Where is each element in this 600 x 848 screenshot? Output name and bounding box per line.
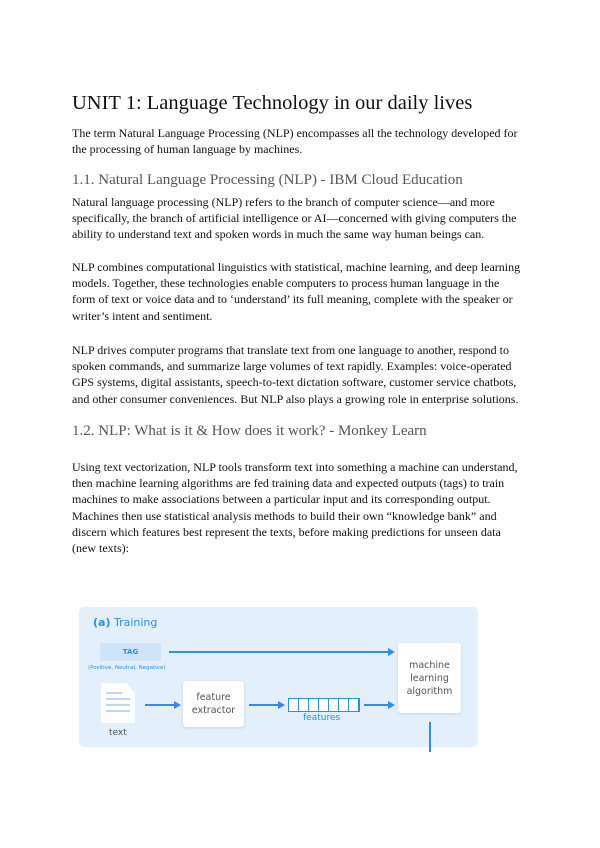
arrow: [169, 651, 393, 653]
line: specifically, the branch of artificial intelligence or AI—concerned with giving computers the: [72, 211, 517, 226]
diagram-label: [93, 616, 157, 629]
features-label: features: [303, 713, 341, 723]
section1-paragraph-1: [72, 194, 516, 243]
arrow: [249, 704, 283, 706]
features-vector: [288, 698, 360, 712]
training-diagram: [79, 607, 478, 747]
section2-paragraph-1: [72, 459, 517, 556]
text-label: text: [109, 728, 127, 738]
line: machines to make associations between a particular input and its corresponding output.: [72, 492, 491, 507]
line: discern which features best represent the texts, before making predictions for unseen data: [72, 524, 501, 539]
line: the processing of human language by machines.: [72, 142, 303, 157]
line: writer’s intent and sentiment.: [72, 308, 213, 323]
ml-algorithm-box: machine learning algorithm: [398, 643, 461, 713]
tag-box: TAG: [100, 643, 161, 661]
line: Natural language processing (NLP) refers to the branch of computer science—and more: [72, 195, 495, 209]
tag-caption: (Positive, Neutral, Negative): [88, 665, 166, 671]
label-text: Training: [113, 616, 158, 629]
line: NLP combines computational linguistics with statistical, machine learning, and deep learning: [72, 260, 521, 274]
intro-paragraph: [72, 125, 518, 157]
section1-paragraph-3: [72, 342, 518, 407]
label-prefix: (a): [93, 616, 111, 629]
line: then machine learning algorithms are fed training data and expected outputs (tags) to train: [72, 476, 505, 491]
line: Machines then use statistical analysis methods to build their own “knowledge bank” and: [72, 508, 497, 523]
line: form of text or voice data and to ‘understand’ its full meaning, complete with the speaker or: [72, 292, 513, 307]
page-title: UNIT 1: Language Technology in our daily lives: [72, 92, 473, 114]
line: Using text vectorization, NLP tools transform text into something a machine can understand,: [72, 460, 518, 474]
section-heading-1: 1.1. Natural Language Processing (NLP) - IBM Cloud Education: [72, 172, 463, 188]
arrow: [145, 704, 179, 706]
arrow: [364, 704, 393, 706]
line: and other consumer conveniences. But NLP also plays a growing role in enterprise solutions.: [72, 391, 519, 406]
section-heading-2: 1.2. NLP: What is it & How does it work? - Monkey Learn: [72, 423, 427, 439]
line: (new texts):: [72, 541, 129, 556]
connector-line: [429, 722, 431, 752]
document-icon: [101, 683, 135, 723]
line: spoken commands, and summarize large volumes of text rapidly. Examples: voice-operated: [72, 359, 512, 374]
line: GPS systems, digital assistants, speech-to-text dictation software, customer service chatbots,: [72, 375, 517, 390]
line: The term Natural Language Processing (NLP) encompasses all the technology developed for: [72, 126, 518, 140]
line: models. Together, these technologies enable computers to process human language in the: [72, 276, 500, 291]
line: NLP drives computer programs that translate text from one language to another, respond to: [72, 343, 509, 357]
section1-paragraph-2: [72, 259, 520, 324]
line: ability to understand text and spoken words in much the same way human beings can.: [72, 227, 485, 242]
feature-extractor-box: feature extractor: [183, 681, 244, 727]
